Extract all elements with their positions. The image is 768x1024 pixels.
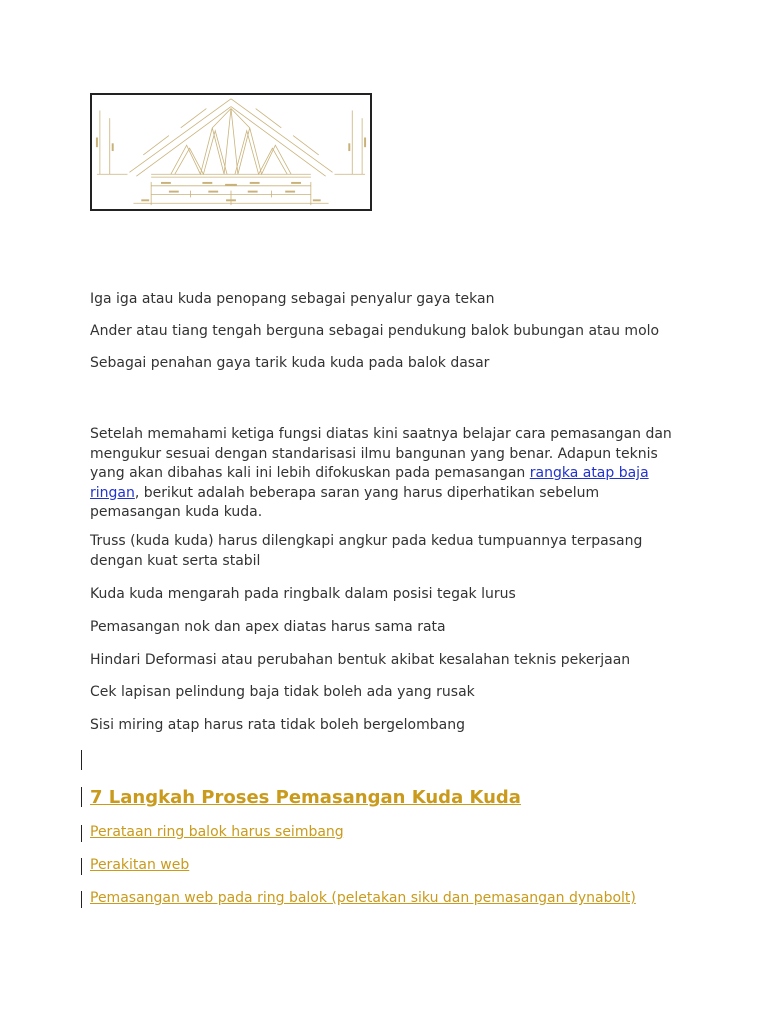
roof-truss-figure xyxy=(90,93,372,211)
intro-paragraph xyxy=(90,425,680,523)
roof-truss-icon xyxy=(92,95,370,209)
intro-text: Setelah memahami ketiga fungsi diatas kini saatnya belajar cara pemasangan dan mengukur sesuai dengan standarisasi ilmu bangunan yang benar. Adapun teknis yang akan dibahas kali ini lebih difokuskan pada pemasangan xyxy=(90,426,672,481)
fungsi-item: Ander atau tiang tengah berguna sebagai pendukung balok bubungan atau molo xyxy=(90,323,660,339)
text-cursor-bar xyxy=(81,858,82,875)
saran-item: Pemasangan nok dan apex diatas harus sama rata xyxy=(90,619,446,635)
saran-item: Hindari Deformasi atau perubahan bentuk akibat kesalahan teknis pekerjaan xyxy=(90,652,631,668)
langkah-heading[interactable]: 7 Langkah Proses Pemasangan Kuda Kuda xyxy=(90,787,521,808)
saran-item: Cek lapisan pelindung baja tidak boleh ada yang rusak xyxy=(90,684,475,700)
saran-item: Sisi miring atap harus rata tidak boleh bergelombang xyxy=(90,717,465,733)
text-cursor-bar xyxy=(81,787,82,807)
text-cursor-bar xyxy=(81,891,82,908)
fungsi-item: Iga iga atau kuda penopang sebagai penyalur gaya tekan xyxy=(90,291,495,307)
saran-item: Truss (kuda kuda) harus dilengkapi angkur pada kedua tumpuannya terpasang dengan kuat serta stabil xyxy=(90,533,643,569)
rangka-atap-link[interactable]: rangka atap baja ringan xyxy=(90,465,649,501)
fungsi-item: Sebagai penahan gaya tarik kuda kuda pada balok dasar xyxy=(90,355,490,371)
langkah-link[interactable]: Perakitan web xyxy=(90,857,190,873)
text-cursor-bar xyxy=(81,825,82,842)
langkah-link[interactable]: Pemasangan web pada ring balok (peletakan siku dan pemasangan dynabolt) xyxy=(90,890,636,906)
text-cursor-bar xyxy=(81,750,82,770)
intro-text-end: , berikut adalah beberapa saran yang harus diperhatikan sebelum pemasangan kuda kuda. xyxy=(90,484,600,520)
saran-item: Kuda kuda mengarah pada ringbalk dalam posisi tegak lurus xyxy=(90,586,516,602)
langkah-link[interactable]: Perataan ring balok harus seimbang xyxy=(90,824,344,840)
